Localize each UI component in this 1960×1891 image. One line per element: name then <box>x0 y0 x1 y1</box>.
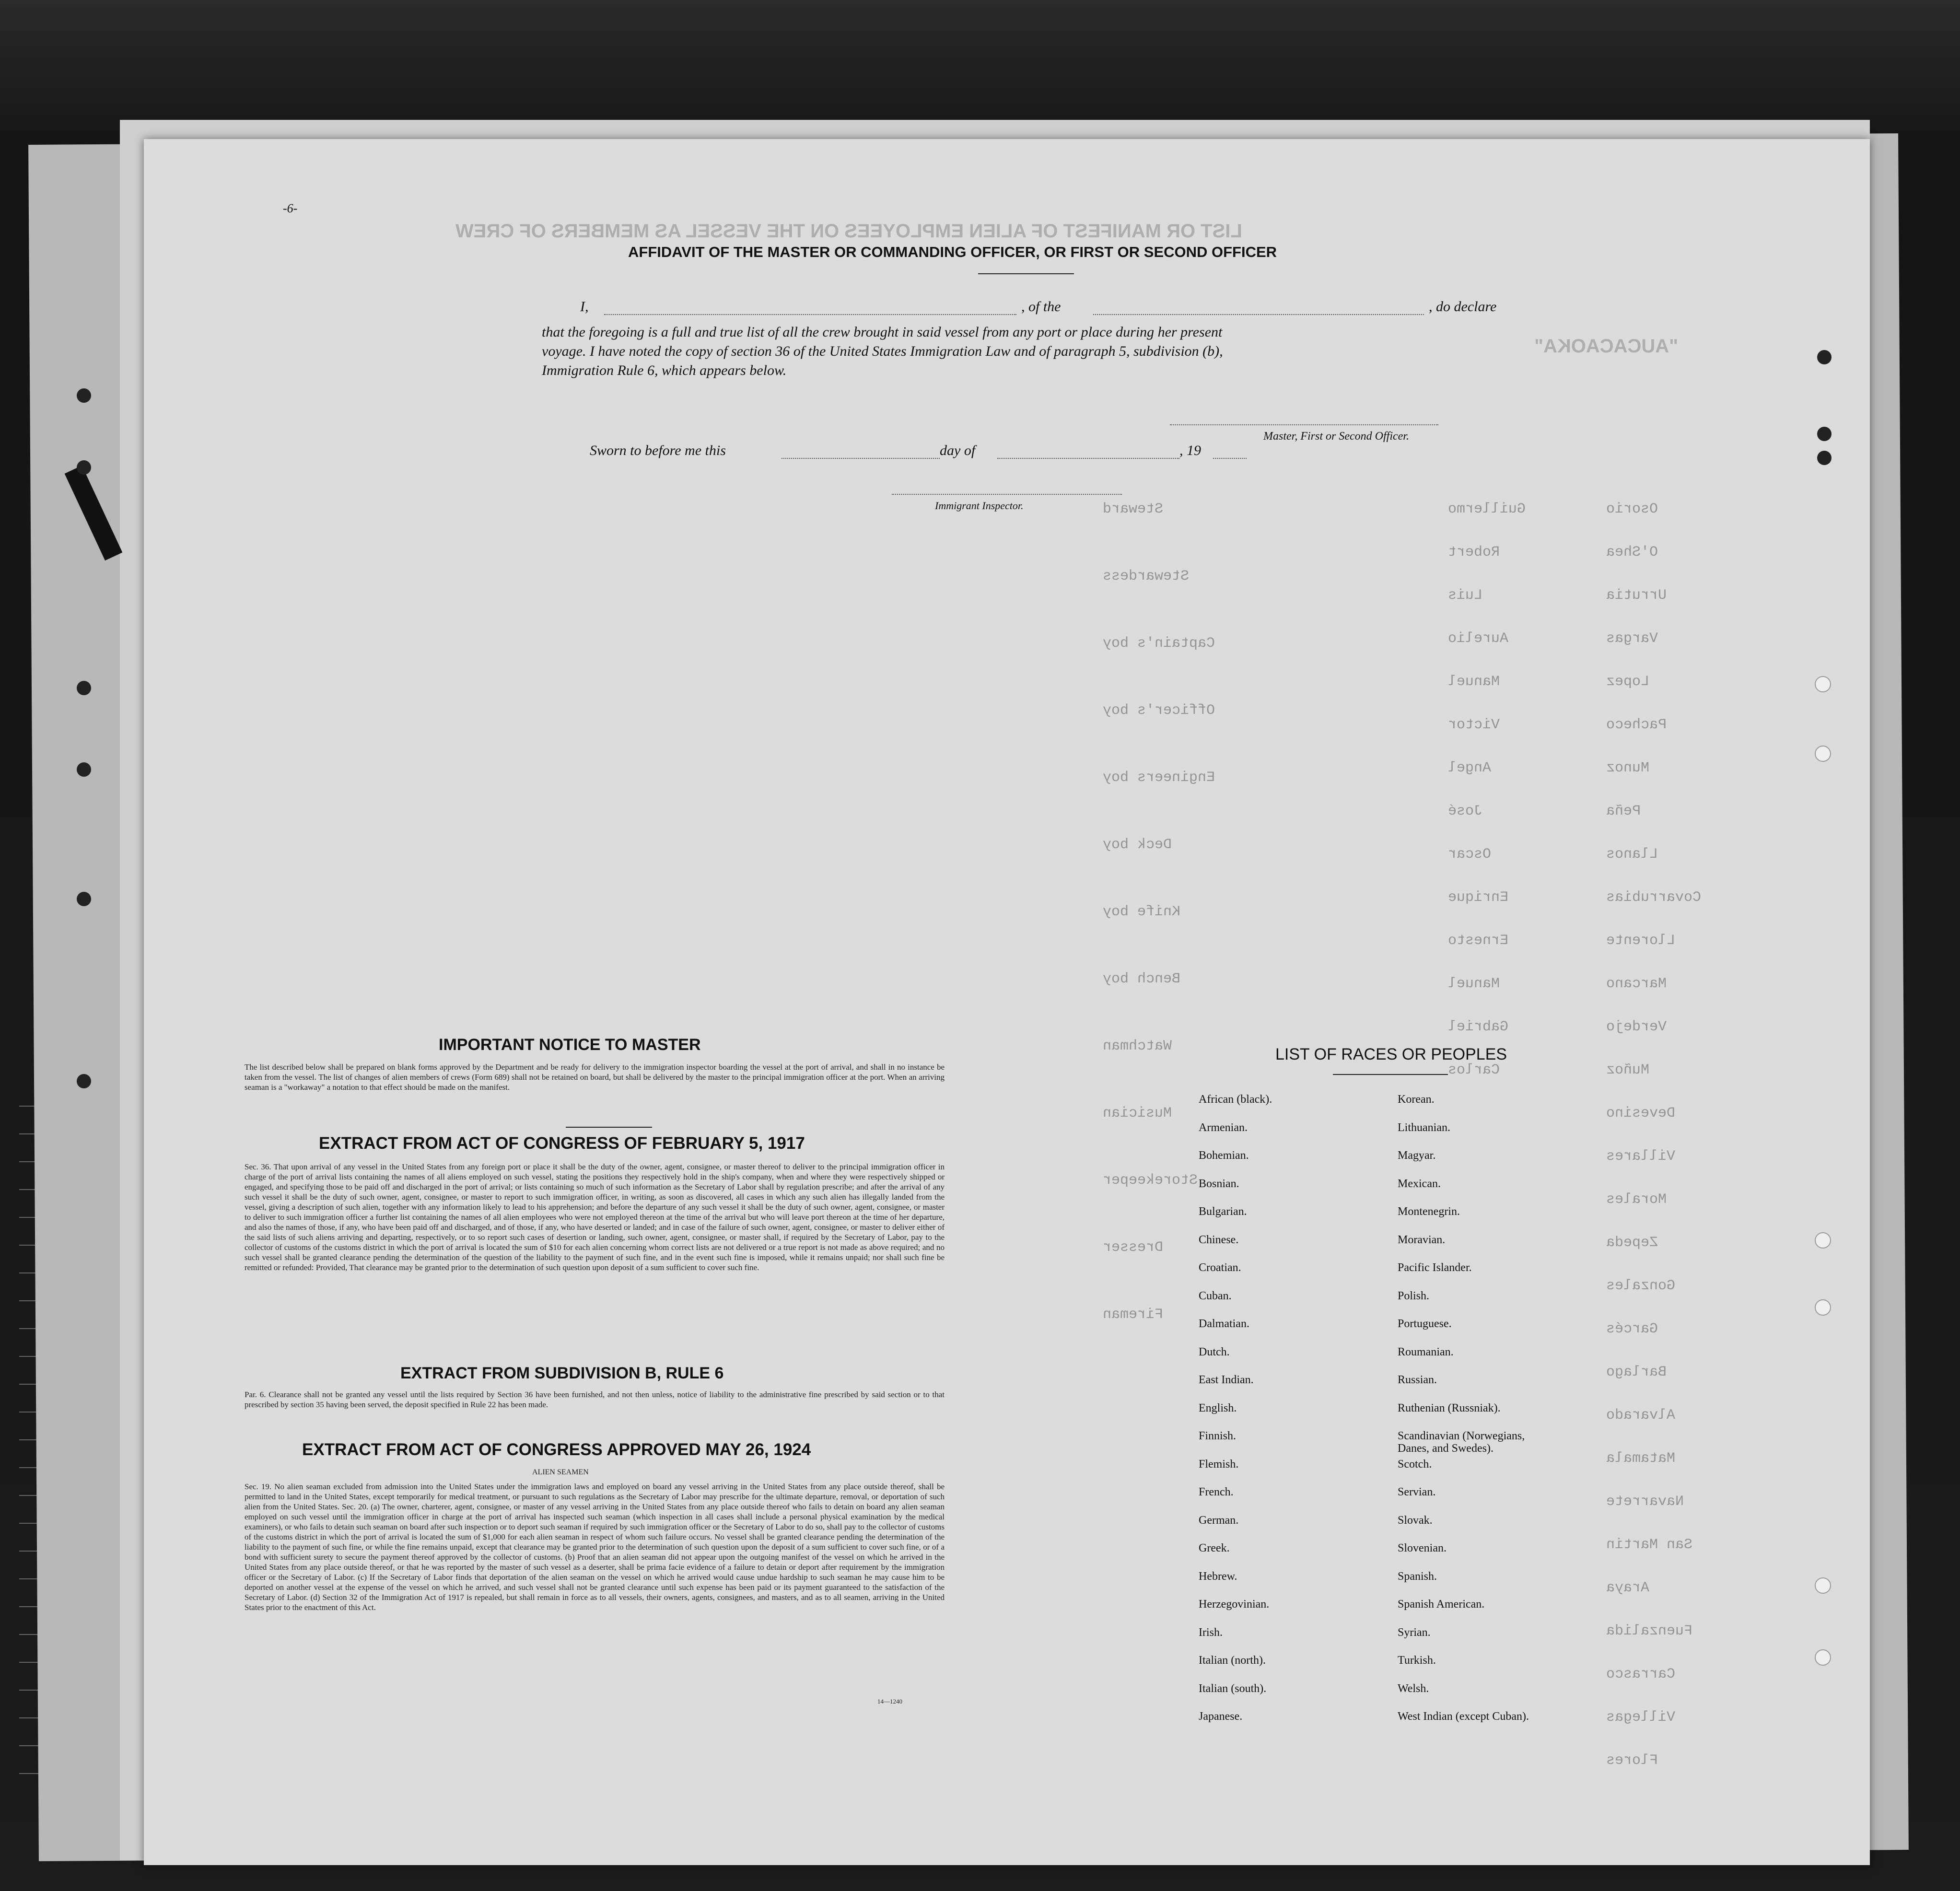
race-item: Bosnian. <box>1199 1177 1239 1190</box>
binder-hole <box>77 460 91 475</box>
subdivision-title: EXTRACT FROM SUBDIVISION B, RULE 6 <box>400 1364 724 1382</box>
extract-1924-body: Sec. 19. No alien seaman excluded from admission into the United States under the immigration laws and employed on board any vessel arriving in the United States from any place outside thereof, shall be permitted to land in the United States, except temporarily for medical treatment, or pursuant to such regulations as the Secretary of Labor may prescribe for the ultimate departure, removal, or deportation of such alien from the United States. Sec. 20. (a) The owner, charterer, agent, consignee, or master of any vessel arriving in the United States from any place outside thereof who fails to detain on board any alien seaman employed on such vessel until the immigration officer in charge at the port of arrival has inspected such seaman (which inspection in all cases shall include a personal physical examination by the medical examiners), or who fails to detain such seaman on board after such inspection or to deport such seaman if required by such immigration officer or the Secretary of Labor to do so, shall pay to the collector of customs of the customs district in which the port of arrival is located the sum of $1,000 for each alien seaman in respect of whom such failure occurs. No vessel shall be granted clearance pending the determination of the liability to the payment of such fine, or while the fine remains unpaid, except that clearance may be granted prior to the determination of such question upon the deposit of a sum sufficient to cover such fine, or of a bond with sufficient surety to secure the payment thereof approved by the collector of customs. (b) Proof that an alien seaman did not appear upon the outgoing manifest of the vessel on which he arrived in the United States from any place outside thereof, or that he was reported by the master of such vessel as a deserter, shall be prima facie evidence of a failure to detain or deport after requirement by the immigration officer or the Secretary of Labor. (c) If the Secretary of Labor finds that deportation of the alien seaman on the vessel on which he arrived would cause undue hardship to such seaman he may cause him to be deported on another vessel at the expense of the vessel on which he arrived, and such vessel shall not be granted clearance until such expense has been paid or its payment guaranteed to the satisfaction of the Secretary of Labor. (d) Section 32 of the Immigration Act of 1917 is repealed, but shall remain in force as to all vessels, their owners, agents, consignees, and masters, and as to all seamen, arriving in the United States prior to the enactment of this Act. <box>245 1482 945 1612</box>
race-item: Roumanian. <box>1398 1345 1454 1358</box>
race-item: Spanish American. <box>1398 1598 1485 1611</box>
bleed-through-entry: Storekeeper <box>1103 1172 1198 1189</box>
race-item: Scotch. <box>1398 1458 1432 1471</box>
race-item: Chinese. <box>1199 1233 1239 1246</box>
inspector-blank <box>892 494 1122 495</box>
race-item: Servian. <box>1398 1486 1436 1498</box>
bleed-through-entry: Barlago <box>1606 1364 1667 1380</box>
bleed-through-entry: Steward <box>1103 501 1164 517</box>
extract-1917-title: EXTRACT FROM ACT OF CONGRESS OF FEBRUARY 5, 1917 <box>319 1134 805 1153</box>
race-item: African (black). <box>1199 1093 1272 1106</box>
race-item: Syrian. <box>1398 1626 1431 1639</box>
race-item: Bulgarian. <box>1199 1205 1247 1218</box>
year-text: , 19 <box>1179 443 1201 458</box>
signature-blank <box>1170 424 1438 425</box>
race-item: Turkish. <box>1398 1654 1436 1667</box>
bleed-through-entry: Carrasco <box>1606 1666 1676 1682</box>
bleed-through-entry: Carlos <box>1448 1062 1500 1078</box>
race-item: Hebrew. <box>1199 1570 1237 1583</box>
bleed-through-vessel: "AUCACAOKA" <box>1534 336 1679 357</box>
race-item: Portuguese. <box>1398 1318 1452 1330</box>
extract-1924-subtitle: ALIEN SEAMEN <box>532 1468 589 1476</box>
race-item: Armenian. <box>1199 1121 1248 1134</box>
bleed-through-entry: Manuel <box>1448 674 1500 690</box>
bleed-through-entry: Aurelio <box>1448 630 1509 647</box>
bleed-through-entry: Morales <box>1606 1191 1667 1208</box>
bleed-through-entry: O'Shea <box>1606 544 1658 560</box>
bleed-through-entry: Manuel <box>1448 976 1500 992</box>
bleed-through-entry: Watchman <box>1103 1038 1172 1054</box>
race-item: Greek. <box>1199 1542 1230 1554</box>
month-blank <box>997 458 1179 459</box>
bleed-through-entry: Covarrubias <box>1606 889 1702 906</box>
bleed-through-header: LIST OR MANIFEST OF ALIEN EMPLOYEES ON THE VESSEL AS MEMBERS OF CREW <box>455 221 1242 242</box>
bleed-through-entry: Luis <box>1448 587 1483 604</box>
race-item: Spanish. <box>1398 1570 1437 1583</box>
binder-hole <box>1815 676 1831 692</box>
binder-hole <box>77 1074 91 1088</box>
bleed-through-entry: Bench boy <box>1103 971 1181 987</box>
binder-hole <box>1815 1649 1831 1666</box>
bleed-through-entry: Angel <box>1448 760 1492 776</box>
race-item: Bohemian. <box>1199 1149 1249 1162</box>
extract-1917-body: Sec. 36. That upon arrival of any vessel in the United States from any foreign port or place it shall be the duty of the owner, agent, consignee, or master thereof to deliver to the principal immigration officer in charge of the port of arrival lists containing the names of all aliens employed on such vessel, stating the positions they respectively hold in the ship's company, when and where they were respectively shipped or engaged, and specifying those to be paid off and discharged in the port of arrival; or lists containing so much of such information as the Secretary of Labor shall by regulation prescribe; and after the arrival of any such vessel it shall be the duty of such owner, agent, consignee, or master to report to such immigration officer, in writing, as soon as discovered, all cases in which any such alien has illegally landed from the vessel, giving a description of such alien, together with any information likely to lead to his apprehension; and before the departure of any such vessel it shall be the duty of such owner, agent, consignee, or master to deliver to such immigration officer a further list containing the names of all alien employees who were not employed thereon at the time of the arrival but who will leave port thereon at the time of her departure, and also the names of those, if any, who have been paid off and discharged, and of those, if any, who have deserted or landed; and in case of the failure of such owner, agent, consignee, or master to deliver either of the said lists of such aliens arriving and departing, respectively, or to so report such cases of desertion or landing, such owner, agent, consignee, or master shall, if required by the Secretary of Labor, pay to the collector of customs of the customs district in which the port of arrival is located the sum of $10 for each alien concerning whom correct lists are not delivered or a true report is not made as above required; and no such vessel shall be granted clearance pending the determination of the question of the liability to the payment of such fine, and in the event such fine is imposed, while it remains unpaid; nor shall such fine be remitted or refunded: Provided, That clearance may be granted prior to the determination of such question upon deposit of a sum sufficient to cover such fine. <box>245 1162 945 1272</box>
affidavit-line-2: that the foregoing is a full and true list of all the crew brought in said vessel from any port or place during her present <box>542 324 1223 340</box>
sworn-text: Sworn to before me this <box>590 443 726 458</box>
bleed-through-entry: Musician <box>1103 1105 1172 1121</box>
race-item: Slovak. <box>1398 1514 1433 1527</box>
bleed-through-entry: Alvarado <box>1606 1407 1676 1424</box>
race-item: Irish. <box>1199 1626 1223 1639</box>
race-item: Mexican. <box>1398 1177 1441 1190</box>
bleed-through-entry: Deck boy <box>1103 837 1172 853</box>
bleed-through-entry: Navarrete <box>1606 1494 1684 1510</box>
race-item: Russian. <box>1398 1374 1437 1386</box>
race-item: West Indian (except Cuban). <box>1398 1710 1529 1723</box>
bleed-through-entry: Marcano <box>1606 976 1667 992</box>
bleed-through-entry: Pacheco <box>1606 717 1667 733</box>
affidavit-i: I, <box>580 299 589 315</box>
bleed-through-entry: San Martin <box>1606 1537 1693 1553</box>
race-item: Magyar. <box>1398 1149 1436 1162</box>
bleed-through-entry: Llorente <box>1606 933 1676 949</box>
race-item: Dalmatian. <box>1199 1318 1249 1330</box>
bleed-through-entry: Villares <box>1606 1148 1676 1165</box>
affidavit-of-the: , of the <box>1021 299 1061 315</box>
race-item: Lithuanian. <box>1398 1121 1450 1134</box>
race-item: Polish. <box>1398 1289 1430 1302</box>
bleed-through-entry: Devesino <box>1606 1105 1676 1121</box>
race-item: Cuban. <box>1199 1289 1232 1302</box>
affidavit-line-3: voyage. I have noted the copy of section 36 of the United States Immigration Law and of paragraph 5, subdivision (b), <box>542 343 1223 359</box>
race-item: Croatian. <box>1199 1261 1241 1274</box>
bleed-through-entry: Araya <box>1606 1580 1650 1596</box>
bleed-through-entry: Osorio <box>1606 501 1658 517</box>
race-item: French. <box>1199 1486 1234 1498</box>
races-rule <box>1333 1074 1448 1075</box>
signature-label: Master, First or Second Officer. <box>1263 430 1409 443</box>
bleed-through-entry: Villegas <box>1606 1709 1676 1726</box>
inspector-label: Immigrant Inspector. <box>935 500 1024 512</box>
race-item: Italian (south). <box>1199 1682 1267 1695</box>
bleed-through-entry: Knife boy <box>1103 904 1181 920</box>
race-item: English. <box>1199 1401 1237 1414</box>
race-item: Korean. <box>1398 1093 1435 1106</box>
name-blank <box>604 314 1016 315</box>
race-item: Slovenian. <box>1398 1542 1447 1554</box>
race-item: Ruthenian (Russniak). <box>1398 1401 1501 1414</box>
binder-hole <box>1817 427 1832 441</box>
race-item: Montenegrin. <box>1398 1205 1460 1218</box>
sworn-day-blank <box>782 458 940 459</box>
binder-hole <box>77 681 91 695</box>
bleed-through-entry: Fireman <box>1103 1307 1164 1323</box>
bleed-through-entry: Oscar <box>1448 846 1492 863</box>
race-item: Italian (north). <box>1199 1654 1266 1667</box>
binder-hole <box>1817 350 1832 364</box>
bleed-through-entry: Stewardess <box>1103 568 1190 584</box>
bleed-through-entry: Muñoz <box>1606 1062 1650 1078</box>
extract-1924-title: EXTRACT FROM ACT OF CONGRESS APPROVED MAY 26, 1924 <box>302 1440 811 1459</box>
binder-hole <box>1815 1577 1831 1594</box>
bleed-through-entry: Gonzales <box>1606 1278 1676 1294</box>
bleed-through-entry: Dresser <box>1103 1239 1164 1256</box>
bleed-through-entry: Fuenzalida <box>1606 1623 1693 1639</box>
bleed-through-entry: José <box>1448 803 1483 819</box>
notice-rule <box>566 1127 652 1128</box>
bleed-through-entry: Gabriel <box>1448 1019 1509 1035</box>
day-of-text: day of <box>940 443 976 458</box>
affidavit-title: AFFIDAVIT OF THE MASTER OR COMMANDING OFFICER, OR FIRST OR SECOND OFFICER <box>628 244 1277 260</box>
race-item: Scandinavian (Norwegians, Danes, and Swedes). <box>1398 1430 1525 1455</box>
bleed-through-entry: Officer's boy <box>1103 702 1215 719</box>
races-right-column <box>1398 1093 1551 1739</box>
bleed-through-entry: Llanos <box>1606 846 1658 863</box>
bleed-through-entry: Matamala <box>1606 1450 1676 1467</box>
bleed-through-entry: Garcés <box>1606 1321 1658 1337</box>
document-page <box>144 139 1870 1865</box>
bleed-through-entry: Verdejo <box>1606 1019 1667 1035</box>
bleed-through-entry: Robert <box>1448 544 1500 560</box>
vessel-blank <box>1093 314 1424 315</box>
race-item: Pacific Islander. <box>1398 1261 1472 1274</box>
bleed-through-entry: Enrique <box>1448 889 1509 906</box>
bleed-through-entry: Victor <box>1448 717 1500 733</box>
bleed-through-entry: Captain's boy <box>1103 635 1215 652</box>
bleed-through-entry: Engineers boy <box>1103 770 1215 786</box>
binder-hole <box>77 388 91 403</box>
race-item: Japanese. <box>1199 1710 1243 1723</box>
race-item: East Indian. <box>1199 1374 1254 1386</box>
race-item: Herzegovinian. <box>1199 1598 1270 1611</box>
bleed-through-entry: Guillermo <box>1448 501 1526 517</box>
binder-hole <box>1815 1299 1831 1316</box>
bleed-through-entry: Ernesto <box>1448 933 1509 949</box>
page-number: -6- <box>283 201 298 215</box>
bleed-through-entry: Zepeda <box>1606 1235 1658 1251</box>
race-item: Welsh. <box>1398 1682 1429 1695</box>
affidavit-line-4: Immigration Rule 6, which appears below. <box>542 362 787 378</box>
race-item: German. <box>1199 1514 1239 1527</box>
notice-title: IMPORTANT NOTICE TO MASTER <box>439 1036 701 1054</box>
bleed-through-entry: Munoz <box>1606 760 1650 776</box>
year-blank <box>1213 458 1247 459</box>
race-item: Moravian. <box>1398 1233 1446 1246</box>
race-item: Finnish. <box>1199 1430 1237 1442</box>
race-item: Dutch. <box>1199 1345 1230 1358</box>
binder-hole <box>1815 746 1831 762</box>
subdivision-body: Par. 6. Clearance shall not be granted any vessel until the lists required by Section 36 have been furnished, and not then unless, notice of liability to the administrative fine prescribed by said section or to that prescribed by section 35 having been served, the deposit specified in Rule 22 has been made. <box>245 1390 945 1409</box>
affidavit-do-declare: , do declare <box>1429 299 1497 315</box>
bleed-through-entry: Lopez <box>1606 674 1650 690</box>
form-code: 14—1240 <box>877 1698 902 1705</box>
bleed-through-entry: Peña <box>1606 803 1641 819</box>
binder-hole <box>1815 1232 1831 1249</box>
binder-hole <box>77 892 91 906</box>
title-rule <box>978 273 1074 274</box>
bleed-through-entry: Flores <box>1606 1752 1658 1769</box>
binder-hole <box>1817 451 1832 465</box>
notice-body: The list described below shall be prepared on blank forms approved by the Department and be ready for delivery to the immigration inspector boarding the vessel at the port of arrival, and shall in no instance be taken from the vessel. The list of changes of alien members of crews (Form 689) shall not be retained on board, but shall be delivered by the master to the principal immigration officer at the port. When an arriving seaman is a "workaway" a notation to that effect should be made on the manifest. <box>245 1062 945 1092</box>
bleed-through-entry: Vargas <box>1606 630 1658 647</box>
races-left-column <box>1199 1093 1272 1739</box>
races-title: LIST OF RACES OR PEOPLES <box>1275 1045 1507 1063</box>
bleed-through-entry: Urrutia <box>1606 587 1667 604</box>
binder-hole <box>77 762 91 777</box>
race-item: Flemish. <box>1199 1458 1239 1471</box>
